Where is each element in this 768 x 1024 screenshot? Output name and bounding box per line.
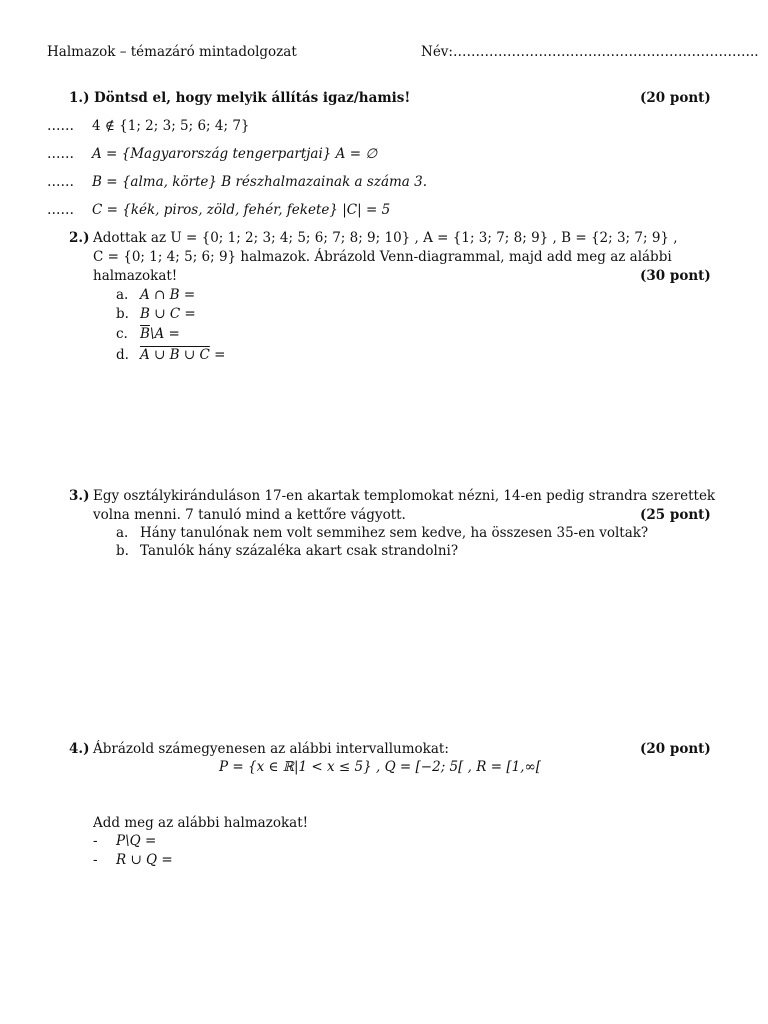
q2-sub-a-letter: a. [116,287,129,303]
q4-points: (20 pont) [640,741,711,757]
q3-sub-a-text: Hány tanulónak nem volt semmihez sem kedve, ha összesen 35-en voltak? [140,525,649,541]
q2-sub-b-expr: B ∪ C = [140,306,196,322]
q4-item-2-expr: R ∪ Q = [116,852,173,868]
q2-sub-d-rest: = [209,347,226,363]
name-field-label: Név:………………………………………………………….. [421,44,759,60]
q3-points: (25 pont) [640,507,711,523]
q2-line-1: Adottak az U = {0; 1; 2; 3; 4; 5; 6; 7; 8; 9; 10} , A = {1; 3; 7; 8; 9} , B = {2; 3; 7; 9} , [93,230,678,246]
q1-item-3-blank: …… [47,174,74,190]
q2-line-3: halmazokat! [93,268,178,284]
q2-sub-c-letter: c. [116,326,128,342]
q1-item-1-blank: …… [47,118,74,134]
q2-sub-d-letter: d. [116,347,129,363]
q3-line-1: Egy osztálykiránduláson 17-en akartak templomokat nézni, 14-en pedig strandra szerettek [93,488,716,504]
q1-item-2-blank: …… [47,146,74,162]
q2-sub-d-overline-part: A ∪ B ∪ C [140,347,210,363]
q4-item-1-dash: - [93,833,98,849]
q1-text: Döntsd el, hogy melyik állítás igaz/hamis! [94,90,411,106]
q2-sub-c-expr [140,325,180,343]
q1-item-4-blank: …… [47,202,74,218]
q2-sub-a-expr: A ∩ B = [140,287,196,303]
q1-item-4-expr: C = {kék, piros, zöld, fehér, fekete} |C| = 5 [92,202,391,218]
document-title: Halmazok – témazáró mintadolgozat [47,44,297,60]
q2-line-2: C = {0; 1; 4; 5; 6; 9} halmazok. Ábrázold Venn-diagrammal, majd add meg az alábbi [93,249,672,265]
q4-text: Ábrázold számegyenesen az alábbi intervallumokat: [93,741,449,757]
q2-points: (30 pont) [640,268,711,284]
q3-line-2: volna menni. 7 tanuló mind a kettőre vágyott. [93,507,406,523]
q4-item-2-dash: - [93,852,98,868]
q1-item-3-expr: B = {alma, körte} B részhalmazainak a száma 3. [92,174,428,190]
q2-sub-c-rest: \A = [149,326,180,342]
q4-number: 4.) [69,741,90,757]
q2-sub-d-expr [140,346,225,364]
q1-number: 1.) [69,90,90,106]
q3-sub-a-letter: a. [116,525,129,541]
q3-number: 3.) [69,488,90,504]
q2-sub-c-overline-part: $\overline{B}$ [140,326,150,342]
q4-intervals: P = {x ∈ ℝ|1 < x ≤ 5} , Q = [−2; 5[ , R = [1,∞[ [219,759,541,775]
q3-sub-b-text: Tanulók hány százaléka akart csak strandolni? [140,543,459,559]
q4-item-1-expr: P\Q = [116,833,157,849]
q2-number: 2.) [69,230,90,246]
q1-points: (20 pont) [640,90,711,106]
q1-item-1-expr: 4 ∉ {1; 2; 3; 5; 6; 4; 7} [92,118,250,134]
q2-sub-b-letter: b. [116,306,129,322]
q3-sub-b-letter: b. [116,543,129,559]
q4-subtitle: Add meg az alábbi halmazokat! [93,815,309,831]
q1-item-2-expr: A = {Magyarország tengerpartjai} A = ∅ [92,146,378,162]
